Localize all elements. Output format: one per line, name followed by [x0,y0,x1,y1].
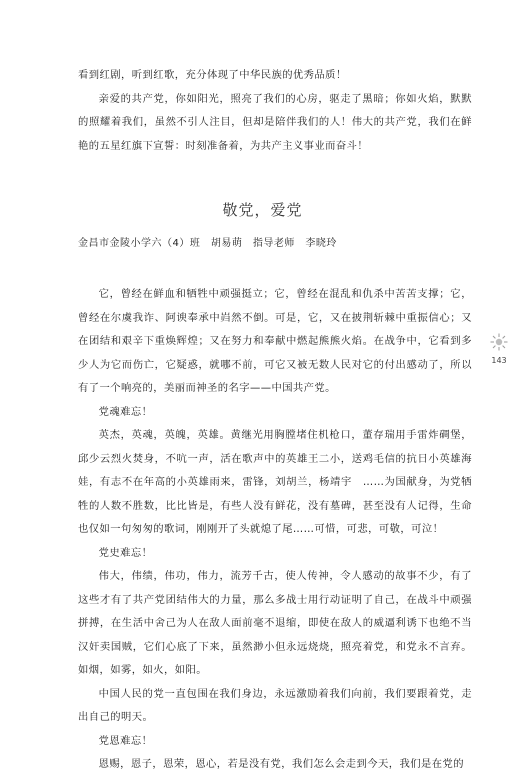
section-heading: 党魂难忘！ [98,405,153,418]
article-byline: 金昌市金陵小学六（4）班 胡易萌 指导老师 李晓玲 [78,238,337,249]
section-heading: 党恩难忘！ [98,734,153,747]
continued-text [78,64,472,158]
paragraph: 亲爱的共产党，你如阳光，照亮了我们的心房，驱走了黑暗；你如火焰，默默的照耀着我们，虽然不引人注目，但却是陪伴我们的人！伟大的共产党，我们在鲜艳的五星红旗下宣誓：时刻准备着，为共产主义事业而奋斗！ [78,92,472,152]
paragraph: 伟大，伟绩，伟功，伟力，流芳千古，使人传神，令人感动的故事不少，有了这些才有了共产党团结伟大的力量，那么多战士用行动证明了自己，在战斗中顽强拼搏，在生活中舍己为人在敌人面前毫不退缩，即使在敌人的威逼利诱下也绝不当汉奸卖国贼，它们心底了下来，虽然渺小但永远烧烧，照亮着党，和党永不言弃。如烟，如雾，如火，如阳。 [78,570,472,676]
paragraph: 恩赐，恩子，恩荣，恩心，若是没有党，我们怎么会走到今天，我们是在党的 [98,758,464,770]
page-number: 143 [491,356,507,365]
paragraph: 中国人民的党一直包围在我们身边，永远激励着我们向前，我们要跟着党，走出自己的明天。 [78,687,472,723]
paragraph: 英杰，英魂，英魄，英雄。黄继光用胸膛堵住机枪口，董存瑞用手雷炸碉堡，邱少云烈火焚身，不吭一声，活在歌声中的英雄王二小，送鸡毛信的抗日小英雄海娃，有志不在年高的小英雄雨来，雷锋，刘胡兰，杨靖宇 ……为国献身，为党牺牲的人数不胜数，比比皆是，有些人没有鲜花，没有墓碑，甚至没有人记得，生命也仅如一句匆匆的歌词，刚刚开了头就熄了尾……可惜，可悲，可敬，可泣！ [78,429,472,535]
paragraph: 它，曾经在鲜血和牺牲中顽强挺立；它，曾经在混乱和仇杀中苦苦支撑；它，曾经在尔虞我诈、阿谀奉承中岿然不倒。可是，它，又在披荆斩棘中重振信心；又在团结和艰辛下重焕辉煌；又在努力和奉献中燃起熊熊火焰。在战争中，它看到多少人为它而伤亡，它疑惑，就哪不前，可它又被无数人民对它的付出感动了，所以有了一个响亮的，美丽而神圣的名字——中国共产党。 [78,288,472,394]
section-heading: 党史难忘！ [98,546,153,559]
article-body [78,283,472,777]
paragraph: 看到红剧，听到红歌，充分体现了中华民族的优秀品质！ [78,69,347,81]
article-title: 敬党，爱党 [222,201,303,219]
sun-ornament-icon [490,333,508,351]
